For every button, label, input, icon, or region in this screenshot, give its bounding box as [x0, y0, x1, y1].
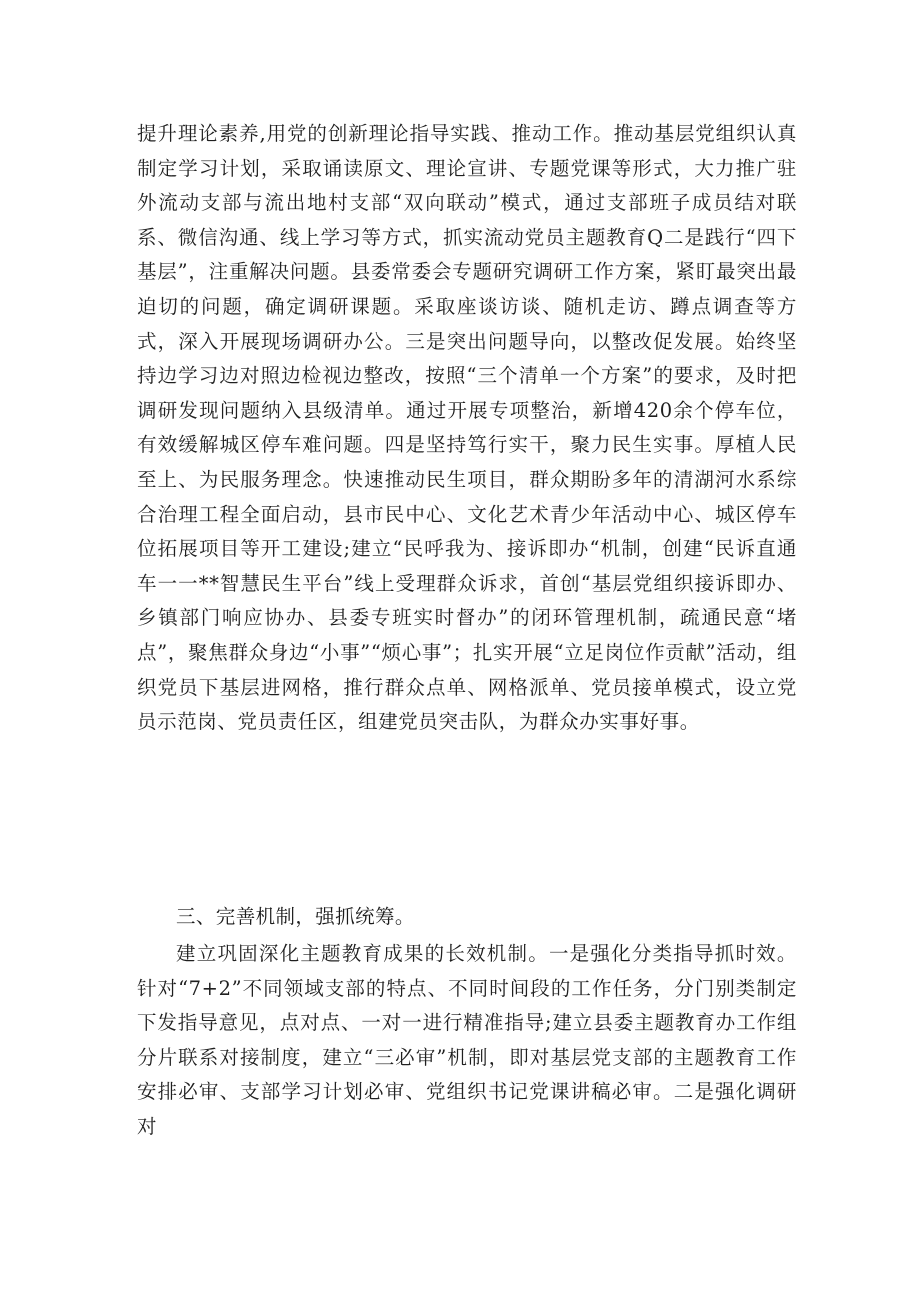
body-paragraph: 建立巩固深化主题教育成果的长效机制。一是强化分类指导抓时效。针对“7+2”不同领域支部的特点、不同时间段的工作任务，分门别类制定下发指导意见，点对点、一对一进行精准指导;建立县委主题教育办工作组分片联系对接制度，建立“三必审”机制，即对基层党支部的主题教育工作安排必审、支部学习计划必审、党组织书记党课讲稿必审。二是强化调研对	[137, 942, 797, 1138]
section-heading: 三、完善机制，强抓统筹。	[176, 905, 415, 928]
body-paragraph: 提升理论素养,用党的创新理论指导实践、推动工作。推动基层党组织认真制定学习计划，采取诵读原文、理论宣讲、专题党课等形式，大力推广驻外流动支部与流出地村支部“双向联动”模式，通过支部班子成员结对联系、微信沟通、线上学习等方式，抓实流动党员主题教育Q二是践行“四下基层”，注重解决问题。县委常委会专题研究调研工作方案，紧盯最突出最迫切的问题，确定调研课题。采取座谈访谈、随机走访、蹲点调查等方式，深入开展现场调研办公。三是突出问题导向，以整改促发展。始终坚持边学习边对照边检视边整改，按照“三个清单一个方案”的要求，及时把调研发现问题纳入县级清单。通过开展专项整治，新增420余个停车位，有效缓解城区停车难问题。四是坚持笃行实干，聚力民生实事。厚植人民至上、为民服务理念。快速推动民生项目，群众期盼多年的清湖河水系综合治理工程全面启动，县市民中心、文化艺术青少年活动中心、城区停车位拓展项目等开工建设;建立“民呼我为、接诉即办“机制，创建“民诉直通车一一**智慧民生平台”线上受理群众诉求，首创“基层党组织接诉即办、乡镇部门响应协办、县委专班实时督办”的闭环管理机制，疏通民意“堵点”，聚焦群众身边“小事”“烦心事”；扎实开展“立足岗位作贡献”活动，组织党员下基层进网格，推行群众点单、网格派单、党员接单模式，设立党员示范岗、党员责任区，组建党员突击队，为群众办实事好事。	[137, 122, 797, 734]
